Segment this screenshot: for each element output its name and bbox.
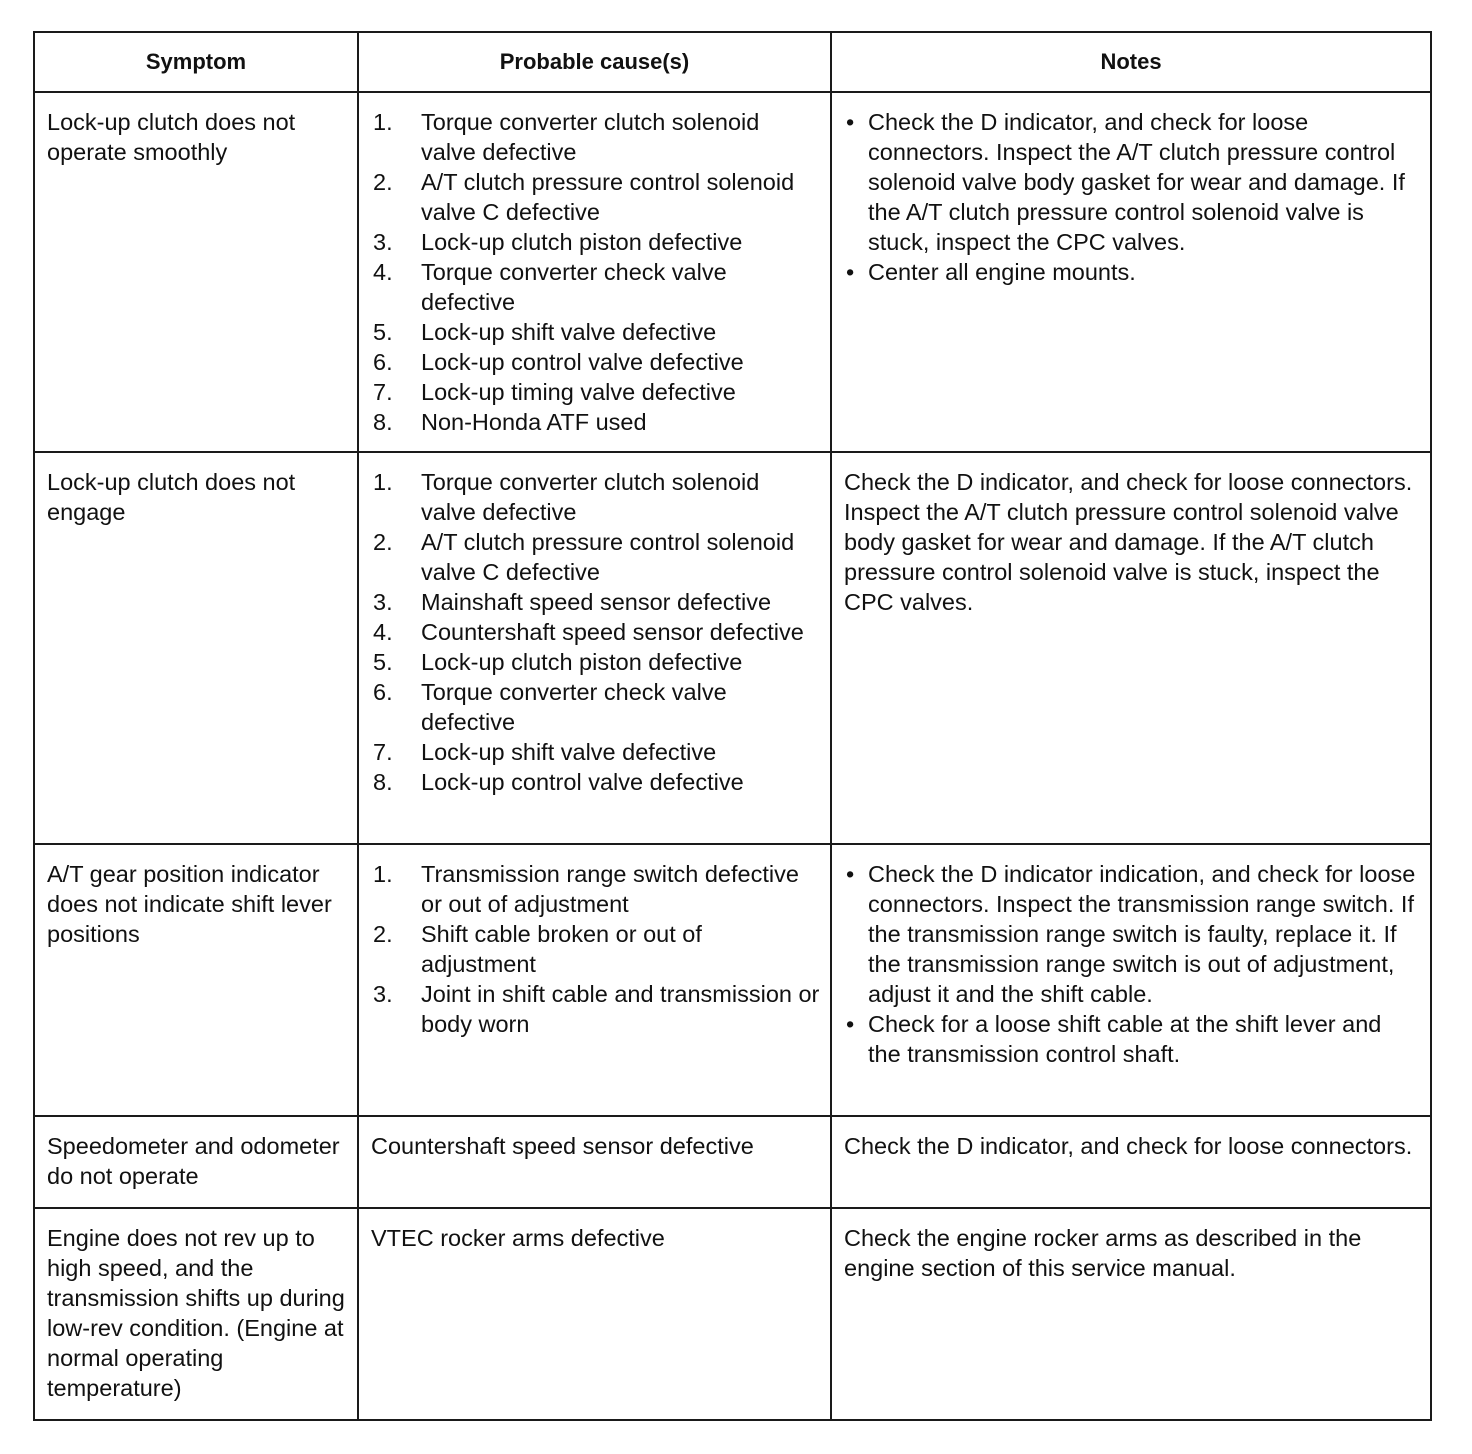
note-item — [844, 859, 1420, 1009]
note-text: Center all engine mounts. — [868, 259, 1136, 285]
bullet-icon: • — [846, 109, 855, 135]
symptom-cell: Speedometer and odometer do not operate — [34, 1116, 358, 1208]
cause-item — [371, 617, 820, 647]
cause-number: 5. — [373, 649, 393, 675]
causes-list — [371, 859, 820, 1039]
notes-cell — [831, 92, 1431, 452]
cause-item — [371, 107, 820, 167]
cause-number: 1. — [373, 861, 393, 887]
cause-number: 1. — [373, 469, 393, 495]
causes-cell — [358, 452, 831, 844]
cause-item — [371, 587, 820, 617]
symptom-cell: A/T gear position indicator does not indicate shift lever positions — [34, 844, 358, 1116]
cause-item — [371, 227, 820, 257]
cause-number: 2. — [373, 921, 393, 947]
cause-item — [371, 527, 820, 587]
cause-item — [371, 467, 820, 527]
header-row — [34, 32, 1431, 92]
cause-item — [371, 407, 820, 437]
notes-cell: Check the engine rocker arms as described in the engine section of this service manual. — [831, 1208, 1431, 1420]
cause-number: 2. — [373, 169, 393, 195]
note-text: Check the D indicator, and check for loose connectors. Inspect the A/T clutch pressure control solenoid valve body gasket for wear and damage. If the A/T clutch pressure control solenoid valve is stuck, inspect the CPC valves. — [868, 109, 1405, 255]
cause-number: 6. — [373, 349, 393, 375]
cause-number: 7. — [373, 379, 393, 405]
cause-item — [371, 347, 820, 377]
notes-list — [844, 859, 1420, 1069]
cause-text: Lock-up timing valve defective — [421, 379, 736, 405]
table-row — [34, 1116, 1431, 1208]
header-symptom: Symptom — [34, 32, 358, 92]
cause-number: 7. — [373, 739, 393, 765]
cause-text: Lock-up shift valve defective — [421, 319, 717, 345]
cause-text: Mainshaft speed sensor defective — [421, 589, 772, 615]
cause-number: 8. — [373, 769, 393, 795]
cause-item — [371, 377, 820, 407]
causes-cell: VTEC rocker arms defective — [358, 1208, 831, 1420]
symptom-cell: Engine does not rev up to high speed, and the transmission shifts up during low-rev condition. (Engine at normal operating temperature) — [34, 1208, 358, 1420]
table-row — [34, 92, 1431, 452]
note-text: Check for a loose shift cable at the shift lever and the transmission control shaft. — [868, 1011, 1382, 1067]
cause-text: Joint in shift cable and transmission or body worn — [421, 981, 820, 1037]
cause-text: A/T clutch pressure control solenoid valve C defective — [421, 169, 795, 225]
cause-item — [371, 979, 820, 1039]
symptom-cell: Lock-up clutch does not operate smoothly — [34, 92, 358, 452]
note-item — [844, 1009, 1420, 1069]
bullet-icon: • — [846, 259, 855, 285]
cause-text: Lock-up clutch piston defective — [421, 649, 743, 675]
cause-number: 1. — [373, 109, 393, 135]
cause-item — [371, 737, 820, 767]
cause-number: 3. — [373, 589, 393, 615]
header-notes: Notes — [831, 32, 1431, 92]
notes-list — [844, 107, 1420, 287]
cause-text: Torque converter check valve defective — [421, 679, 727, 735]
cause-number: 3. — [373, 981, 393, 1007]
cause-text: Torque converter clutch solenoid valve defective — [421, 109, 760, 165]
causes-cell — [358, 92, 831, 452]
cause-item — [371, 677, 820, 737]
causes-cell: Countershaft speed sensor defective — [358, 1116, 831, 1208]
cause-number: 2. — [373, 529, 393, 555]
cause-item — [371, 859, 820, 919]
cause-item — [371, 167, 820, 227]
header-probable-causes: Probable cause(s) — [358, 32, 831, 92]
cause-number: 4. — [373, 259, 393, 285]
bullet-icon: • — [846, 861, 855, 887]
symptom-cell: Lock-up clutch does not engage — [34, 452, 358, 844]
cause-text: Lock-up clutch piston defective — [421, 229, 743, 255]
notes-cell: Check the D indicator, and check for loose connectors. — [831, 1116, 1431, 1208]
cause-item — [371, 767, 820, 797]
note-item — [844, 107, 1420, 257]
cause-text: Torque converter clutch solenoid valve defective — [421, 469, 760, 525]
bullet-icon: • — [846, 1011, 855, 1037]
cause-text: Non-Honda ATF used — [421, 409, 647, 435]
cause-number: 3. — [373, 229, 393, 255]
cause-number: 5. — [373, 319, 393, 345]
cause-text: Transmission range switch defective or out of adjustment — [421, 861, 799, 917]
table-row — [34, 844, 1431, 1116]
cause-text: Shift cable broken or out of adjustment — [421, 921, 702, 977]
cause-text: Lock-up control valve defective — [421, 349, 744, 375]
troubleshooting-table — [33, 31, 1432, 1421]
cause-text: Torque converter check valve defective — [421, 259, 727, 315]
cause-item — [371, 919, 820, 979]
notes-cell — [831, 452, 1431, 844]
note-text: Check the D indicator indication, and check for loose connectors. Inspect the transmission range switch. If the transmission range switch is faulty, replace it. If the transmission range switch is out of adjustment, adjust it and the shift cable. — [868, 861, 1416, 1007]
table-row — [34, 1208, 1431, 1420]
note-text: Check the D indicator, and check for loose connectors. Inspect the A/T clutch pressure control solenoid valve body gasket for wear and damage. If the A/T clutch pressure control solenoid valve is stuck, inspect the CPC valves. — [844, 469, 1413, 615]
note-item — [844, 257, 1420, 287]
cause-number: 6. — [373, 679, 393, 705]
cause-text: A/T clutch pressure control solenoid valve C defective — [421, 529, 795, 585]
causes-cell — [358, 844, 831, 1116]
table-row — [34, 452, 1431, 844]
cause-number: 8. — [373, 409, 393, 435]
cause-text: Lock-up control valve defective — [421, 769, 744, 795]
causes-list — [371, 467, 820, 797]
cause-item — [371, 257, 820, 317]
cause-text: Countershaft speed sensor defective — [421, 619, 804, 645]
cause-text: Lock-up shift valve defective — [421, 739, 717, 765]
causes-list — [371, 107, 820, 437]
cause-item — [371, 647, 820, 677]
notes-cell — [831, 844, 1431, 1116]
cause-number: 4. — [373, 619, 393, 645]
cause-item — [371, 317, 820, 347]
